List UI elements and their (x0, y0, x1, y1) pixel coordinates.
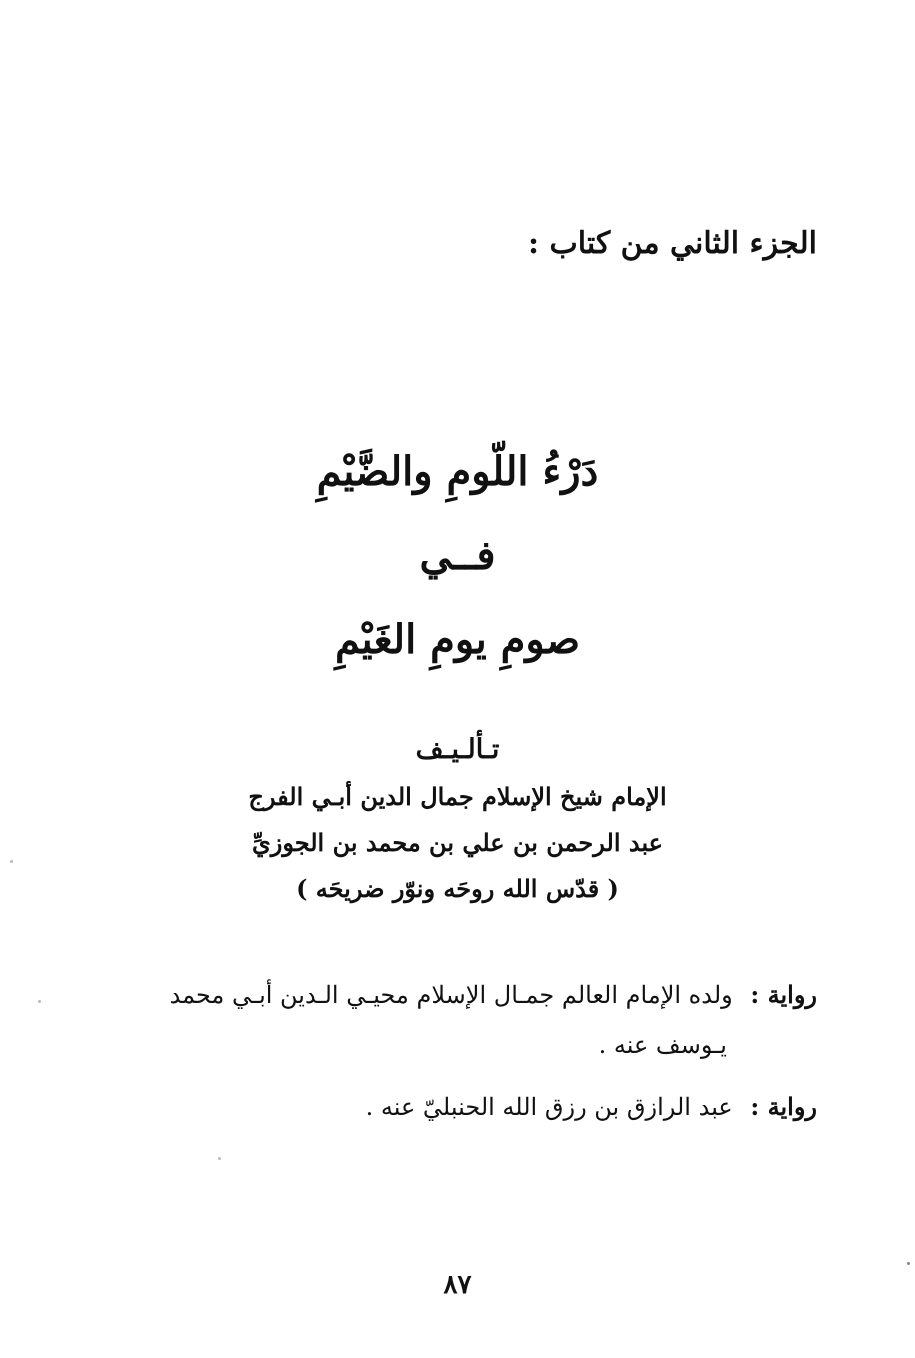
part-heading: الجزء الثاني من كتاب : (528, 226, 817, 261)
narration-2-label: رواية : (750, 1092, 817, 1121)
book-title-line-3: صومِ يومِ الغَيْمِ (334, 616, 581, 663)
author-line-2: عبد الرحمن بن علي بن محمد بن الجوزيِّ (251, 828, 664, 857)
book-title-line-1: دَرْءُ اللّومِ والضَّيْمِ (316, 448, 599, 495)
author-line-1: الإمام شيخ الإسلام جمال الدين أبـي الفرج (248, 782, 667, 811)
scan-speck (907, 1262, 910, 1265)
narration-2-text: عبد الرازق بن رزق الله الحنبليّ عنه . (365, 1093, 733, 1121)
scan-speck (218, 1157, 221, 1160)
book-title (0, 430, 915, 682)
authorship-label: تـألـيـف (415, 734, 500, 765)
narration-1-continuation: يـوسف عنه . (598, 1031, 727, 1059)
narration-1-label: رواية : (750, 980, 817, 1009)
author-line-3: ( قدّس الله روحَه ونوّر ضريحَه ) (296, 874, 619, 903)
narration-1-text: ولده الإمام العالم جمـال الإسلام محيـي الـدين أبـي محمد (169, 981, 733, 1009)
author-block (0, 726, 915, 912)
scan-speck (38, 1000, 41, 1003)
narration-1 (147, 970, 817, 1070)
page-number: ٨٧ (443, 1270, 472, 1300)
book-title-line-2: فــي (419, 532, 496, 579)
scan-speck (10, 860, 13, 863)
narration-2 (147, 1082, 817, 1132)
